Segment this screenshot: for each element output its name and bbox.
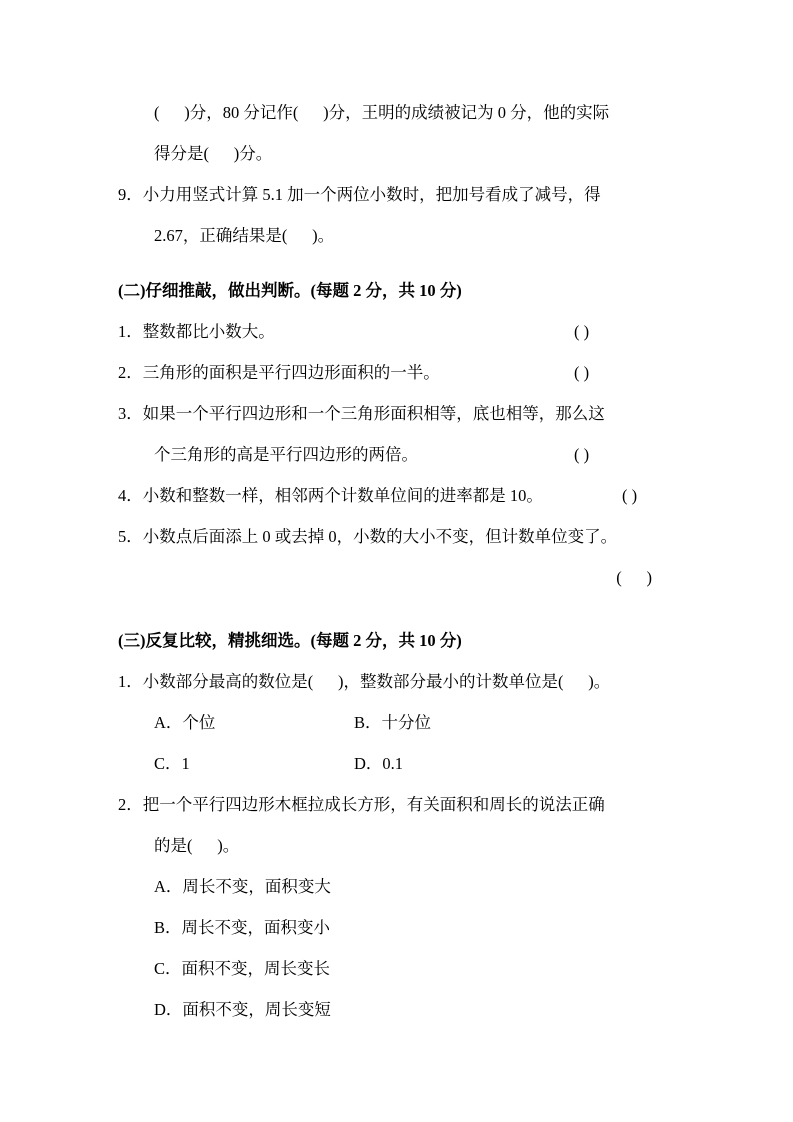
question-9-line-2: 2.67，正确结果是( )。: [154, 226, 335, 245]
tf-item-4-answer-box[interactable]: ( ): [622, 486, 638, 505]
tf-item-1-text: 1．整数都比小数大。: [118, 322, 275, 341]
question-9-line-1: 9．小力用竖式计算 5.1 加一个两位小数时，把加号看成了减号，得: [118, 185, 601, 204]
tf-item-3-line-1: 3．如果一个平行四边形和一个三角形面积相等，底也相等，那么这: [118, 404, 605, 423]
section-heading-multiple-choice: (三)反复比较，精挑细选。(每题 2 分，共 10 分): [118, 631, 462, 650]
mc-item-2-stem-line-1: 2．把一个平行四边形木框拉成长方形，有关面积和周长的说法正确: [118, 795, 605, 814]
tf-item-3-answer-box[interactable]: ( ): [574, 445, 590, 464]
mc-item-2-stem-line-2: 的是( )。: [154, 836, 240, 855]
spacer: [118, 256, 682, 270]
mc-item-1-option-d[interactable]: D．0.1: [354, 754, 404, 773]
mc-item-2-option-a[interactable]: A．周长不变，面积变大: [154, 877, 331, 896]
tf-item-5-line-1: 5．小数点后面添上 0 或去掉 0，小数的大小不变，但计数单位变了。: [118, 527, 618, 546]
mc-item-1-stem: 1．小数部分最高的数位是( )，整数部分最小的计数单位是( )。: [118, 672, 611, 691]
question-8-continuation-line-1: ( )分，80 分记作( )分，王明的成绩被记为 0 分，他的实际: [154, 103, 610, 122]
page-content: [118, 92, 682, 1030]
tf-item-2-answer-box[interactable]: ( ): [574, 363, 590, 382]
tf-item-1: [118, 311, 682, 352]
mc-item-1-option-c[interactable]: C．1: [154, 754, 190, 773]
mc-item-1-option-a[interactable]: A．个位: [154, 713, 216, 732]
tf-item-3-line-2: [118, 434, 682, 475]
section-heading-true-false: (二)仔细推敲，做出判断。(每题 2 分，共 10 分): [118, 281, 462, 300]
mc-item-1-options-row-1: [118, 702, 682, 743]
mc-item-2-option-d[interactable]: D．面积不变，周长变短: [154, 1000, 331, 1019]
tf-item-5-answer-box[interactable]: ( ): [616, 568, 652, 587]
mc-item-1-option-b[interactable]: B．十分位: [354, 713, 432, 732]
tf-item-4-text: 4．小数和整数一样，相邻两个计数单位间的进率都是 10。: [118, 486, 543, 505]
tf-item-2-text: 2．三角形的面积是平行四边形面积的一半。: [118, 363, 440, 382]
spacer: [118, 598, 682, 620]
question-8-continuation-line-2: 得分是( )分。: [154, 144, 273, 163]
tf-item-2: [118, 352, 682, 393]
tf-item-4: [118, 475, 682, 516]
mc-item-1-options-row-2: [118, 743, 682, 784]
tf-item-1-answer-box[interactable]: ( ): [574, 322, 590, 341]
mc-item-2-option-b[interactable]: B．周长不变，面积变小: [154, 918, 331, 937]
mc-item-2-option-c[interactable]: C．面积不变，周长变长: [154, 959, 331, 978]
tf-item-3-text: 个三角形的高是平行四边形的两倍。: [154, 445, 418, 464]
